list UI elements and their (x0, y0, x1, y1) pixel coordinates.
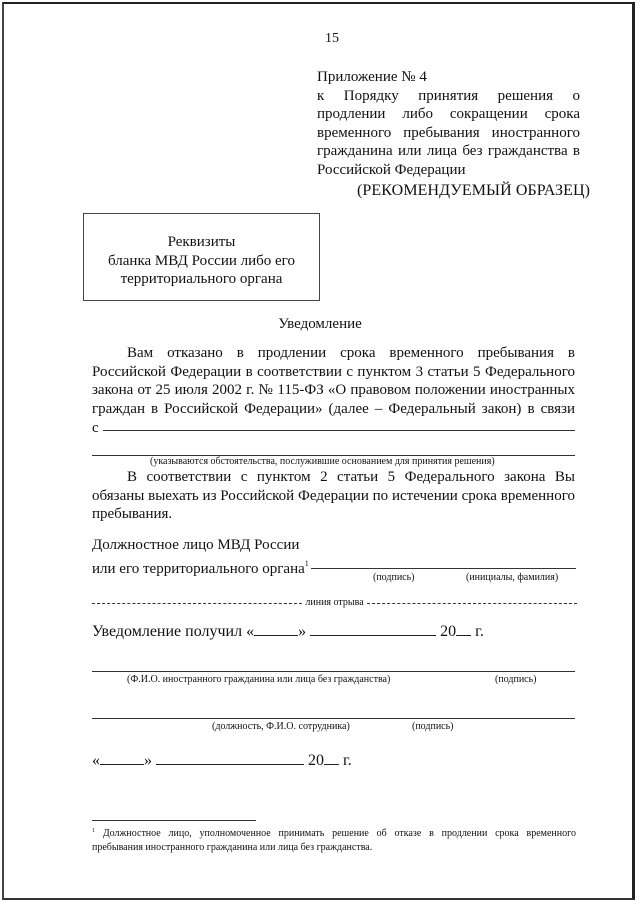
appendix-line: временного пребывания иностранного (317, 124, 580, 141)
appendix-title: Приложение № 4 (317, 69, 427, 85)
foreigner-name-line[interactable] (92, 671, 575, 672)
requisites-line: территориального органа (120, 271, 283, 287)
reason-hint: (указываются обстоятельства, послужившие основанием для принятия решения) (150, 456, 495, 467)
official-signature-line[interactable] (311, 568, 576, 569)
tear-line (92, 597, 577, 608)
quote-close-2: » (144, 752, 152, 769)
day-field[interactable] (254, 621, 298, 636)
footnote-separator (92, 820, 256, 821)
requisites-line: Реквизиты (167, 234, 236, 250)
notice-title: Уведомление (278, 316, 362, 332)
paragraph-line: граждан в Российской Федерации» (далее – Федеральный закон) в связи (92, 401, 575, 418)
appendix-header (317, 68, 580, 180)
paragraph-line: В соответствии с пунктом 2 статьи 5 Федерального закона Вы (127, 469, 575, 485)
paragraph-line: пребывания. (92, 506, 173, 523)
signature-hint: (подпись) (373, 572, 415, 583)
paragraph-line: обязаны выехать из Российской Федерации по истечении срока временного (92, 487, 575, 504)
appendix-line: Российской Федерации (317, 161, 466, 178)
year-prefix: 20 (440, 623, 457, 640)
reason-blank-line-1[interactable] (103, 430, 575, 431)
paragraph-line: закона от 25 июля 2002 г. № 115-ФЗ «О правовом положении иностранных (92, 382, 575, 399)
paragraph-obligation (92, 468, 575, 524)
quote-open: « (92, 752, 100, 769)
year-field-2[interactable] (324, 750, 339, 765)
official-line-2 (92, 555, 309, 579)
employee-signature-hint: (подпись) (412, 721, 454, 732)
appendix-line: продлении либо сокращении срока (317, 106, 580, 123)
employee-line[interactable] (92, 718, 575, 719)
page-number: 15 (325, 31, 339, 46)
footnote (92, 824, 576, 855)
footnote-mark: 1 (304, 558, 309, 568)
year-suffix-2: г. (343, 752, 352, 769)
footnote-line (92, 824, 576, 841)
footnote-number: 1 (92, 828, 95, 834)
received-line (92, 621, 484, 641)
paragraph-line: с (92, 419, 99, 436)
year-suffix: г. (475, 623, 484, 640)
official-line-2-text: или его территориального органа (92, 560, 305, 577)
official-signature-block (92, 536, 309, 578)
month-field[interactable] (310, 621, 436, 636)
appendix-line: гражданина или лица без гражданства в (317, 143, 580, 160)
tear-dash-left (92, 603, 302, 604)
date-line (92, 750, 352, 770)
tear-dash-right (367, 603, 577, 604)
month-field-2[interactable] (156, 750, 304, 765)
quote-close: » (298, 623, 307, 640)
footnote-line: пребывания иностранного гражданина или лица без гражданства. (92, 842, 373, 853)
name-hint: (инициалы, фамилия) (466, 572, 559, 583)
requisites-box (83, 213, 320, 301)
paragraph-refusal (92, 344, 575, 438)
foreigner-name-hint: (Ф.И.О. иностранного гражданина или лица без гражданства) (127, 674, 391, 685)
official-line-1: Должностное лицо МВД России (92, 537, 300, 553)
paragraph-line: Вам отказано в продлении срока временного пребывания в (127, 345, 575, 361)
footnote-text: Должностное лицо, уполномоченное принимать решение об отказе в продлении срока временного (102, 828, 576, 839)
tear-line-label: линия отрыва (305, 597, 364, 608)
day-field-2[interactable] (100, 750, 144, 765)
foreigner-signature-hint: (подпись) (495, 674, 537, 685)
year-prefix-2: 20 (308, 752, 324, 769)
requisites-line: бланка МВД России либо его (108, 252, 295, 269)
appendix-line: к Порядку принятия решения о (317, 87, 580, 104)
paragraph-line: Российской Федерации в соответствии с пунктом 3 статьи 5 Федерального (92, 363, 575, 380)
received-prefix: Уведомление получил « (92, 623, 255, 640)
employee-hint: (должность, Ф.И.О. сотрудника) (212, 721, 350, 732)
year-field[interactable] (456, 621, 471, 636)
sample-label: (РЕКОМЕНДУЕМЫЙ ОБРАЗЕЦ) (357, 182, 591, 199)
